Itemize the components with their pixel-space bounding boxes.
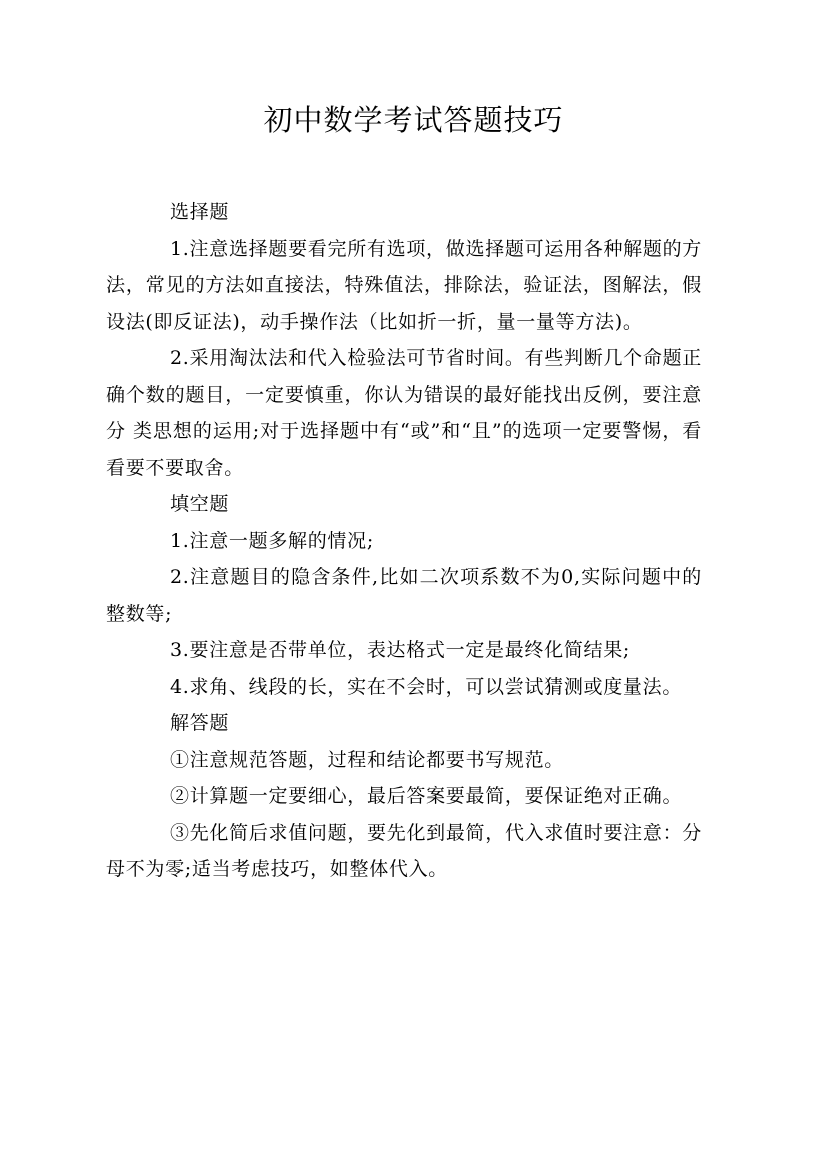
section-heading-answer: 解答题 bbox=[170, 712, 230, 734]
section-heading-choice: 选择题 bbox=[170, 201, 230, 223]
fill-blank-tip-4: 4.求角、线段的长，实在不会时，可以尝试猜测或度量法。 bbox=[170, 675, 683, 698]
document-body bbox=[106, 194, 702, 888]
section-heading-fill-blank: 填空题 bbox=[170, 493, 230, 515]
choice-tip-2: 2.采用淘汰法和代入检验法可节省时间。有些判断几个命题正确个数的题目，一定要慎重，你认为错误的最好能找出反例，要注意分 类思想的运用;对于选择题中有“或”和“且”的选项一定要警惕，看看要不要取舍。 bbox=[106, 347, 702, 479]
choice-tip-1: 1.注意选择题要看完所有选项，做选择题可运用各种解题的方法，常见的方法如直接法，特殊值法，排除法，验证法，图解法，假设法(即反证法)，动手操作法（比如折一折，量一量等方法)。 bbox=[106, 237, 702, 333]
fill-blank-tip-2: 2.注意题目的隐含条件,比如二次项系数不为0,实际问题中的整数等; bbox=[106, 566, 702, 625]
answer-tip-1: ①注意规范答题，过程和结论都要书写规范。 bbox=[170, 748, 565, 771]
answer-tip-2: ②计算题一定要细心，最后答案要最简，要保证绝对正确。 bbox=[170, 785, 683, 807]
fill-blank-tip-3: 3.要注意是否带单位，表达格式一定是最终化简结果; bbox=[170, 639, 631, 661]
document-title: 初中数学考试答题技巧 bbox=[263, 103, 564, 137]
fill-blank-tip-1: 1.注意一题多解的情况; bbox=[170, 529, 374, 552]
answer-tip-3: ③先化简后求值问题，要先化到最简，代入求值时要注意：分母不为零;适当考虑技巧，如整体代入。 bbox=[106, 821, 702, 880]
